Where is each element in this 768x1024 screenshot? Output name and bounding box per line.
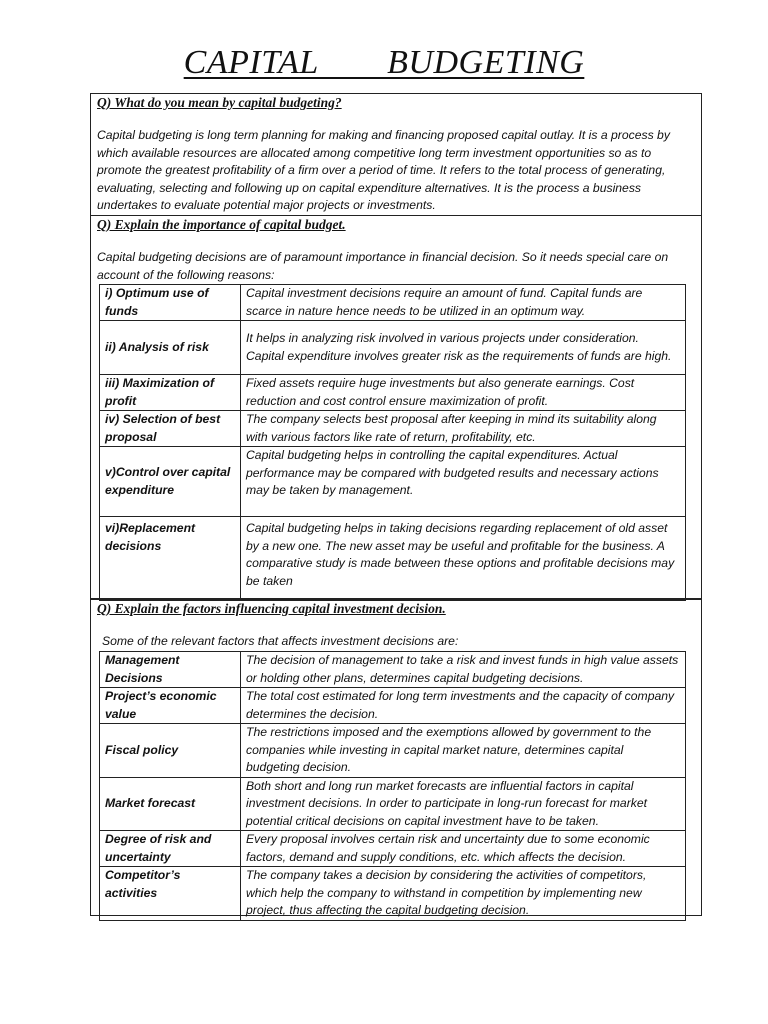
title-text: CAPITAL BUDGETING (183, 44, 585, 81)
section-capital-budgeting-definition (90, 93, 702, 216)
row-value: Fixed assets require huge investments but also generate earnings. Cost reduction and cost control ensure maximization of profit. (241, 375, 686, 411)
section-importance (90, 215, 702, 599)
page-title (0, 44, 768, 82)
row-key: i) Optimum use of funds (100, 285, 241, 321)
row-key: Degree of risk and uncertainty (100, 831, 241, 867)
table-row (100, 411, 686, 447)
table-row (100, 517, 686, 601)
importance-table (99, 284, 686, 601)
table-row (100, 375, 686, 411)
row-key-text: v)Control over capital expenditure (105, 465, 231, 497)
row-key: Competitor’s activities (100, 867, 241, 921)
question-heading: Q) Explain the factors influencing capital investment decision. (97, 601, 446, 616)
table-row (100, 285, 686, 321)
section-factors (90, 599, 702, 916)
row-key: Project’s economic value (100, 688, 241, 724)
table-row (100, 447, 686, 517)
row-key: iii) Maximization of profit (100, 375, 241, 411)
table-row (100, 777, 686, 831)
question-heading: Q) Explain the importance of capital budget. (97, 217, 346, 232)
table-row (100, 652, 686, 688)
row-value: The company selects best proposal after keeping in mind its suitability along with various factors like rate of return, profitability, etc. (241, 411, 686, 447)
row-value: Every proposal involves certain risk and uncertainty due to some economic factors, demand and supply conditions, etc. which affects the decision. (241, 831, 686, 867)
row-value: Capital budgeting helps in controlling the capital expenditures. Actual performance may be compared with budgeted results and necessary actions may be taken by management. (241, 447, 686, 517)
table-row (100, 688, 686, 724)
intro-paragraph: Capital budgeting decisions are of paramount importance in financial decision. So it needs special care on account of the following reasons: (97, 250, 669, 282)
row-value: The decision of management to take a risk and invest funds in high value assets or holding other plans, determines capital budgeting decisions. (241, 652, 686, 688)
factors-table (99, 651, 686, 921)
table-row (100, 724, 686, 778)
row-key: Management Decisions (100, 652, 241, 688)
row-value: Both short and long run market forecasts are influential factors in capital investment decisions. In order to participate in long-run forecast for market potential critical decisions on capital investment have to be taken. (241, 777, 686, 831)
row-value: The total cost estimated for long term investments and the capacity of company determines the decision. (241, 688, 686, 724)
table-row (100, 831, 686, 867)
row-key: Market forecast (100, 777, 241, 831)
row-value: The company takes a decision by considering the activities of competitors, which help the company to withstand in competition by implementing new project, thus affecting the capital budgeting decision. (241, 867, 686, 921)
answer-paragraph: Capital budgeting is long term planning for making and financing proposed capital outlay. It is a process by which available resources are allocated among competitive long term investment opportunities so as to promote the greatest profitability of a firm over a period of time. It refers to the total process of generating, evaluating, selecting and following up on capital expenditure alternatives. It is the process a business undertakes to evaluate potential major projects or investments. (97, 128, 670, 212)
table-row (100, 867, 686, 921)
question-heading: Q) What do you mean by capital budgeting? (97, 95, 342, 110)
row-key: vi)Replacement decisions (100, 517, 241, 601)
row-key: iv) Selection of best proposal (100, 411, 241, 447)
table-row (100, 321, 686, 375)
row-key: Fiscal policy (100, 724, 241, 778)
row-key (100, 447, 241, 517)
row-value: Capital investment decisions require an amount of fund. Capital funds are scarce in nature hence needs to be utilized in an optimum way. (241, 285, 686, 321)
row-value: It helps in analyzing risk involved in various projects under consideration. Capital expenditure involves greater risk as the requirements of funds are high. (241, 321, 686, 375)
row-value: The restrictions imposed and the exemptions allowed by government to the companies while investing in capital market nature, determines capital budgeting decision. (241, 724, 686, 778)
intro-paragraph: Some of the relevant factors that affects investment decisions are: (102, 634, 459, 648)
row-value: Capital budgeting helps in taking decisions regarding replacement of old asset by a new one. The new asset may be useful and profitable for the business. A comparative study is made between these options and profitable decisions may be taken (241, 517, 686, 601)
row-key: ii) Analysis of risk (100, 321, 241, 375)
